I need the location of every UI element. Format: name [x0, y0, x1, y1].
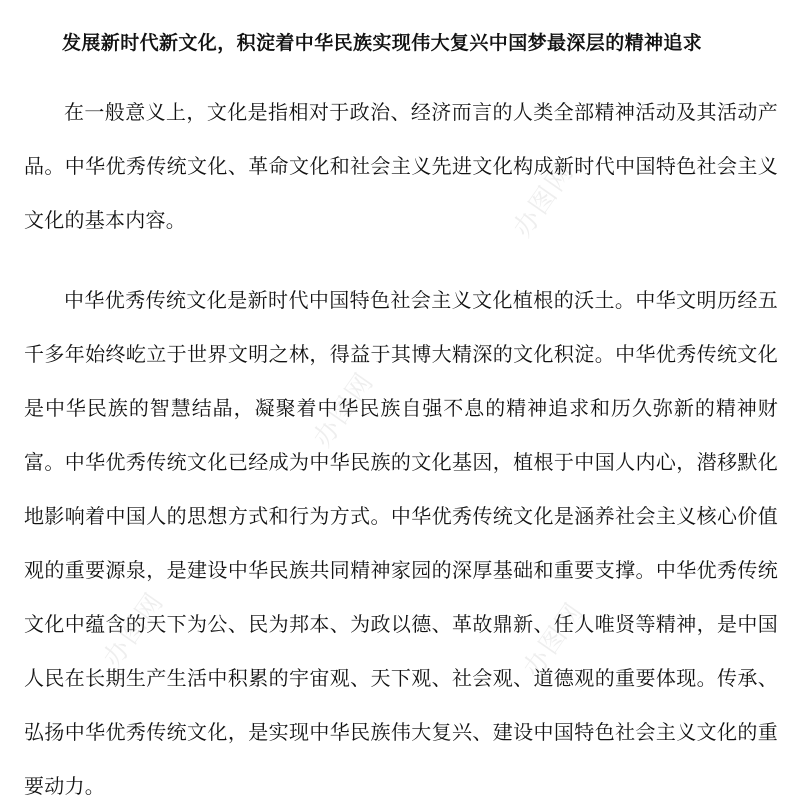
- watermark: 办图网: [307, 366, 381, 453]
- paragraph-1: 在一般意义上，文化是指相对于政治、经济而言的人类全部精神活动及其活动产品。中华优秀传统文化、革命文化和社会主义先进文化构成新时代中国特色社会主义文化的基本内容。: [24, 100, 778, 232]
- document-title: 发展新时代新文化，积淀着中华民族实现伟大复兴中国梦最深层的精神追求: [62, 32, 703, 54]
- watermark: 办图网: [517, 596, 591, 683]
- watermark: 办图网: [97, 586, 171, 673]
- paragraph-2: 中华优秀传统文化是新时代中国特色社会主义文化植根的沃土。中华文明历经五千多年始终屹立于世界文明之林，得益于其博大精深的文化积淀。中华优秀传统文化是中华民族的智慧结晶，凝聚着中华民族自强不息的精神追求和历久弥新的精神财富。中华优秀传统文化已经成为中华民族的文化基因，植根于中国人内心，潜移默化地影响着中国人的思想方式和行为方式。中华优秀传统文化是涵养社会主义核心价值观的重要源泉，是建设中华民族共同精神家园的深厚基础和重要支撑。中华优秀传统文化中蕴含的天下为公、民为邦本、为政以德、革故鼎新、任人唯贤等精神，是中国人民在长期生产生活中积累的宇宙观、天下观、社会观、道德观的重要体现。传承、弘扬中华优秀传统文化，是实现中华民族伟大复兴、建设中国特色社会主义文化的重要动力。: [24, 288, 778, 798]
- watermark: 办图网: [507, 156, 581, 243]
